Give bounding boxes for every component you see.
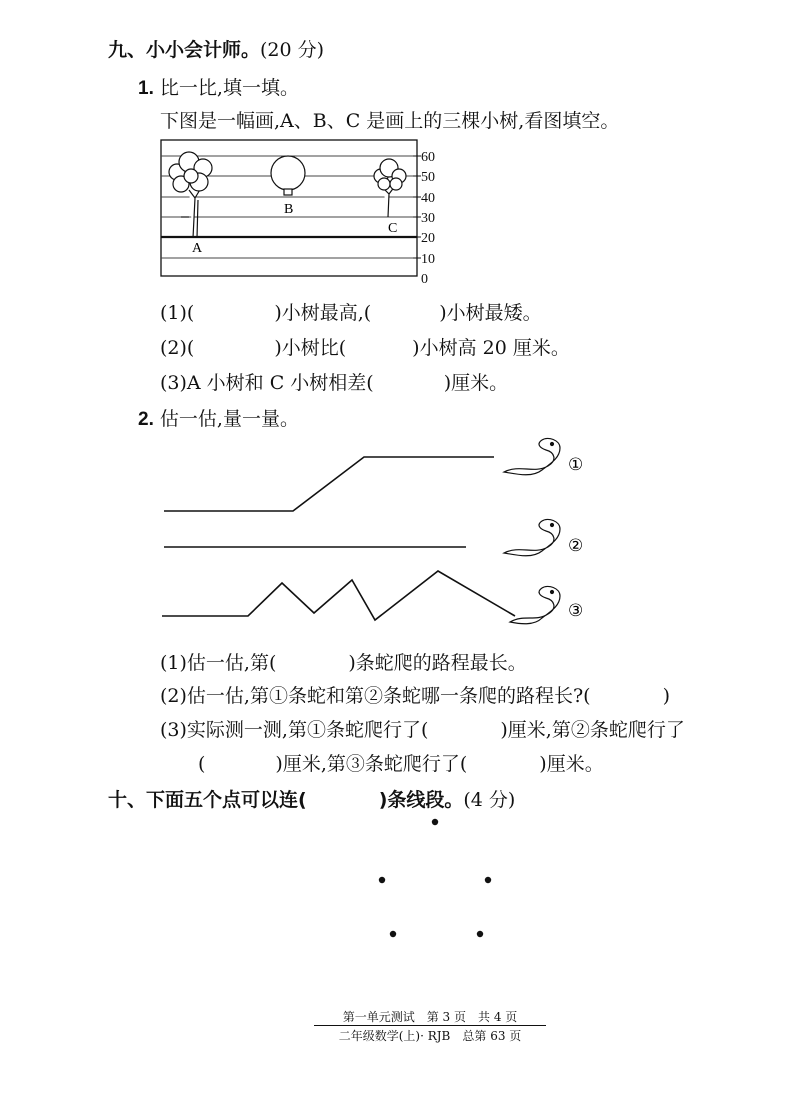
item-text: )	[662, 685, 670, 707]
section-10-heading-a: 十、下面五个点可以连(	[108, 789, 307, 811]
snake-path-3	[162, 571, 515, 620]
snake-paths-figure	[150, 430, 610, 630]
snake-path-1	[164, 457, 494, 511]
question-2-item-2	[160, 681, 670, 708]
scale-label: 60	[421, 150, 435, 165]
item-text: )厘米,第②条蛇爬行了	[500, 719, 685, 741]
question-1-number: 1.	[138, 78, 154, 99]
item-text: )厘米,第③条蛇爬行了(	[275, 753, 468, 775]
item-text: )条蛇爬的路程最长。	[348, 652, 527, 674]
item-text: )小树比(	[274, 337, 347, 359]
snake-label: ③	[568, 601, 584, 620]
tree-a-icon	[169, 152, 212, 238]
item-text: )小树高 20 厘米。	[412, 337, 570, 359]
snake-icon	[504, 438, 560, 474]
question-2-number: 2.	[138, 409, 154, 430]
section-10-title	[108, 785, 515, 812]
question-2-item-1	[160, 648, 527, 675]
scale-label: 30	[421, 211, 435, 226]
tree-b-icon	[271, 156, 305, 195]
item-text: )厘米。	[443, 372, 509, 394]
item-text: (3)A 小树和 C 小树相差(	[160, 372, 374, 394]
snake-icon	[510, 586, 560, 623]
snake-label: ②	[568, 536, 584, 555]
item-text: (1)估一估,第(	[160, 652, 277, 674]
snake-label: ①	[568, 455, 584, 474]
tree-label: A	[192, 241, 203, 256]
dot	[432, 819, 438, 825]
section-9-heading: 九、小小会计师。	[108, 39, 261, 61]
footer-line-2: 二年级数学(上)· RJB 总第 63 页	[338, 1029, 522, 1043]
section-9-score: (20 分)	[260, 39, 325, 61]
scale-label: 20	[421, 231, 435, 246]
question-1-item-2	[160, 333, 570, 360]
snake-icon	[504, 519, 560, 555]
item-text: (2)(	[160, 337, 195, 359]
section-9-title	[108, 35, 324, 62]
footer-line-1: 第一单元测试 第 3 页 共 4 页	[342, 1010, 518, 1024]
item-text: (3)实际测一测,第①条蛇爬行了(	[160, 719, 429, 741]
question-1-title	[138, 73, 299, 100]
question-2-text: 估一估,量一量。	[159, 408, 299, 430]
item-text: (2)估一估,第①条蛇和第②条蛇哪一条爬的路程长?(	[160, 685, 591, 707]
scale-label: 50	[421, 170, 435, 185]
dot	[379, 877, 385, 883]
scale-label: 10	[421, 252, 435, 267]
dot	[477, 931, 483, 937]
dot	[390, 931, 396, 937]
section-10-score: (4 分)	[463, 789, 516, 811]
item-text: (	[198, 753, 206, 775]
item-text: )小树最矮。	[439, 302, 542, 324]
item-text: )小树最高,(	[274, 302, 372, 324]
question-1-item-1	[160, 298, 542, 325]
tree-label: C	[388, 221, 398, 236]
section-10-heading-b: )条线段。	[378, 789, 464, 811]
question-1-item-3	[160, 368, 508, 395]
item-text: (1)(	[160, 302, 195, 324]
question-2-item-3-continued	[198, 749, 604, 776]
question-2-title	[138, 404, 299, 431]
tree-c-icon	[374, 159, 406, 217]
item-text: )厘米。	[539, 753, 604, 775]
question-1-text: 比一比,填一填。	[159, 77, 299, 99]
dot	[485, 877, 491, 883]
scale-label: 40	[421, 191, 435, 206]
five-dots-figure	[370, 810, 500, 945]
tree-label: B	[284, 202, 294, 217]
tree-height-figure	[155, 138, 445, 286]
question-2-item-3	[160, 715, 685, 742]
scale-label: 0	[421, 272, 428, 286]
question-1-intro: 下图是一幅画,A、B、C 是画上的三棵小树,看图填空。	[160, 110, 620, 132]
footer-divider	[314, 1025, 546, 1026]
